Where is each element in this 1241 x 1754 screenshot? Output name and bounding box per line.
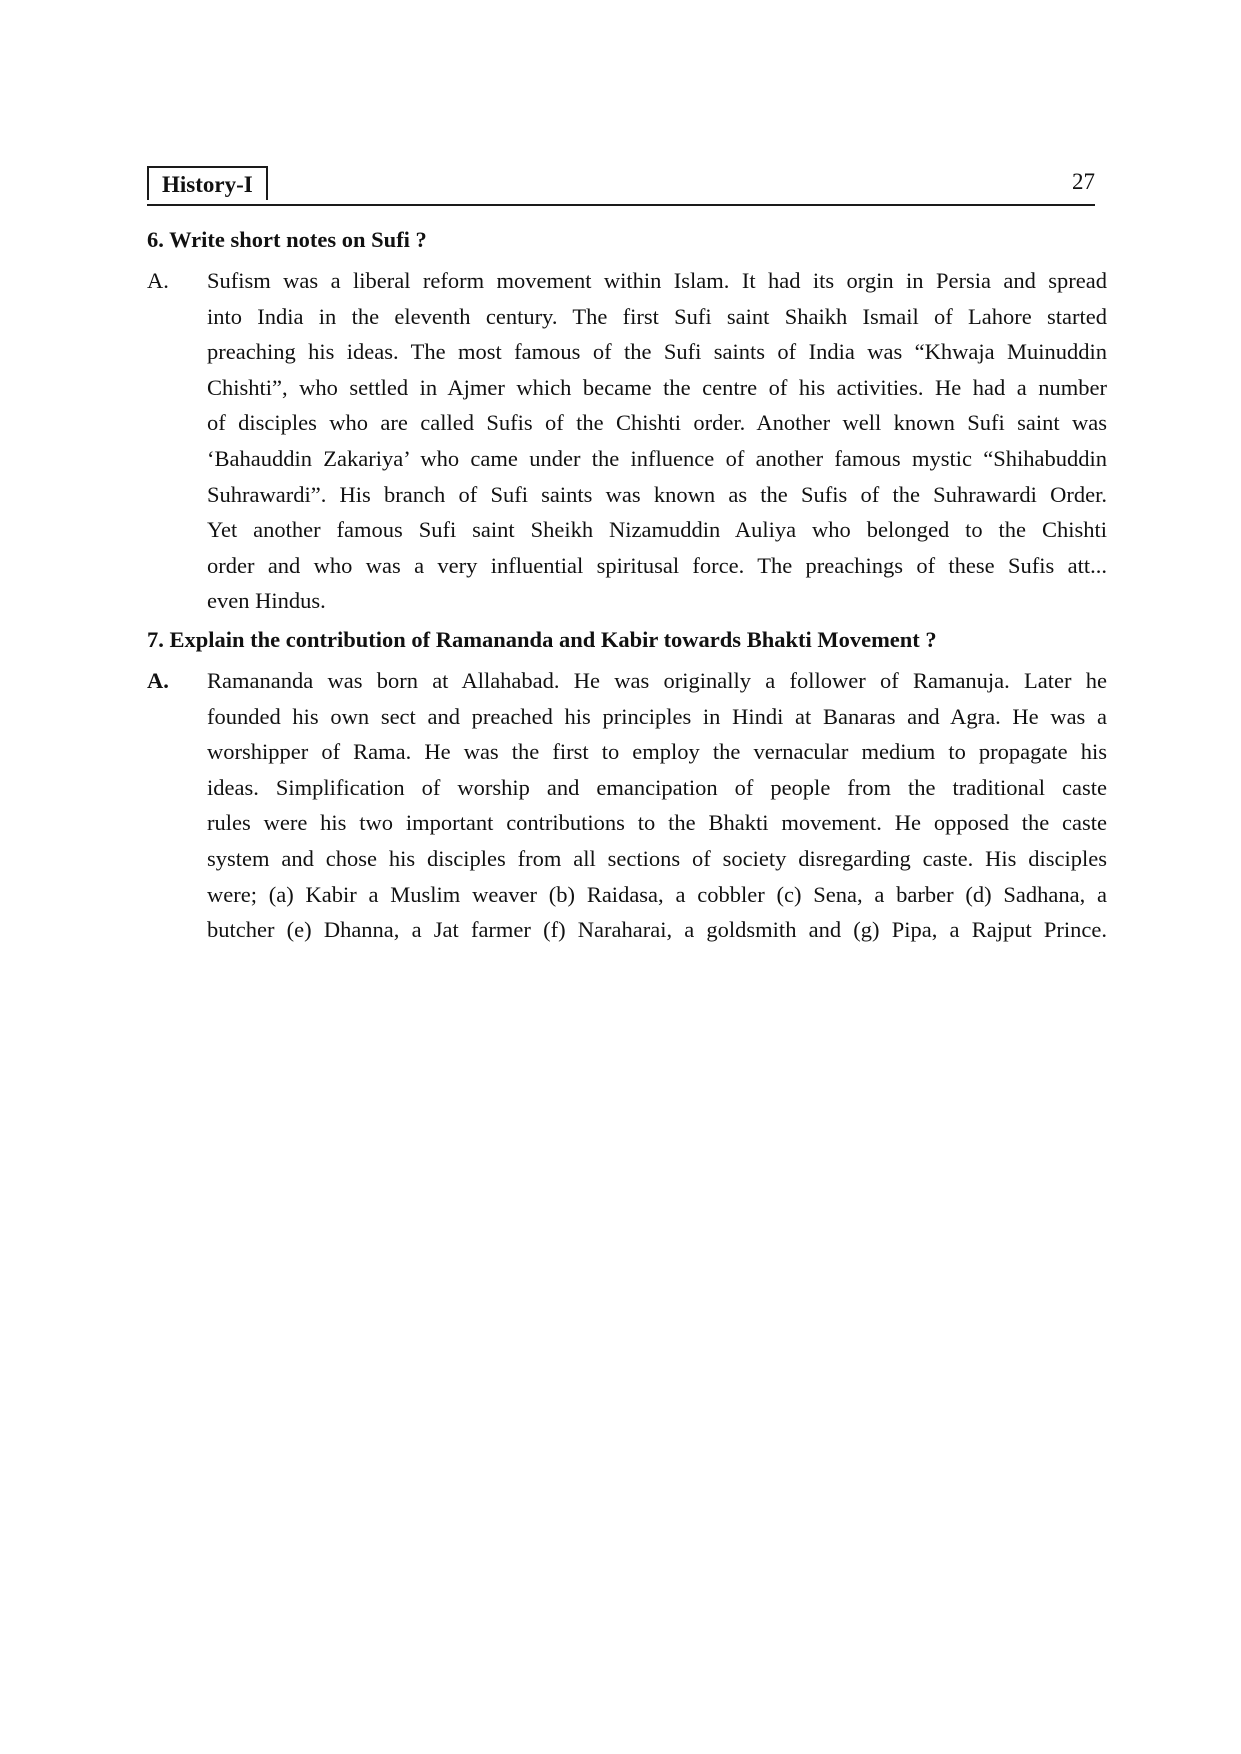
answer-line: were; (a) Kabir a Muslim weaver (b) Raidasa, a cobbler (c) Sena, a barber (d) Sadhana, a	[207, 881, 1107, 907]
question-heading: 6. Write short notes on Sufi ?	[147, 227, 427, 252]
subject-title-box: History-I	[147, 166, 268, 200]
answer-line: rules were his two important contributions to the Bhakti movement. He opposed the caste	[207, 810, 1107, 836]
answer-line: even Hindus.	[207, 588, 326, 614]
answer-line: into India in the eleventh century. The first Sufi saint Shaikh Ismail of Lahore started	[207, 303, 1107, 329]
question-block-7	[147, 625, 1107, 948]
answer-line: Ramananda was born at Allahabad. He was originally a follower of Ramanuja. Later he	[207, 668, 1107, 693]
page-header	[147, 166, 1095, 206]
answer-line: Chishti”, who settled in Ajmer which became the centre of his activities. He had a number	[207, 374, 1107, 400]
answer-line: order and who was a very influential spiritusal force. The preachings of these Sufis att...	[207, 552, 1107, 578]
page-number: 27	[1072, 169, 1095, 194]
answer-line: founded his own sect and preached his principles in Hindi at Banaras and Agra. He was a	[207, 703, 1107, 729]
answer-line: Yet another famous Sufi saint Sheikh Nizamuddin Auliya who belonged to the Chishti	[207, 517, 1107, 543]
question-block-6	[147, 225, 1107, 619]
answer-line: of disciples who are called Sufis of the Chishti order. Another well known Sufi saint was	[207, 410, 1107, 436]
answer-line: system and chose his disciples from all sections of society disregarding caste. His disciples	[207, 845, 1107, 871]
question-heading: 7. Explain the contribution of Ramananda and Kabir towards Bhakti Movement ?	[147, 627, 937, 652]
answer-line: butcher (e) Dhanna, a Jat farmer (f) Naraharai, a goldsmith and (g) Pipa, a Rajput Prince.	[207, 917, 1107, 943]
answer-line: preaching his ideas. The most famous of the Sufi saints of India was “Khwaja Muinuddin	[207, 339, 1107, 365]
answer-label: A.	[147, 268, 169, 293]
answer-paragraph	[207, 663, 1107, 948]
answer-line: Sufism was a liberal reform movement within Islam. It had its orgin in Persia and spread	[207, 268, 1107, 293]
answer-paragraph	[207, 263, 1107, 619]
answer-label: A.	[147, 668, 169, 693]
answer-line: ideas. Simplification of worship and emancipation of people from the traditional caste	[207, 774, 1107, 800]
answer-line: worshipper of Rama. He was the first to employ the vernacular medium to propagate his	[207, 739, 1107, 765]
answer-block	[147, 263, 1107, 619]
answer-block	[147, 663, 1107, 948]
answer-line: Suhrawardi”. His branch of Sufi saints was known as the Sufis of the Suhrawardi Order.	[207, 481, 1107, 507]
answer-line: ‘Bahauddin Zakariya’ who came under the influence of another famous mystic “Shihabuddin	[207, 445, 1107, 471]
